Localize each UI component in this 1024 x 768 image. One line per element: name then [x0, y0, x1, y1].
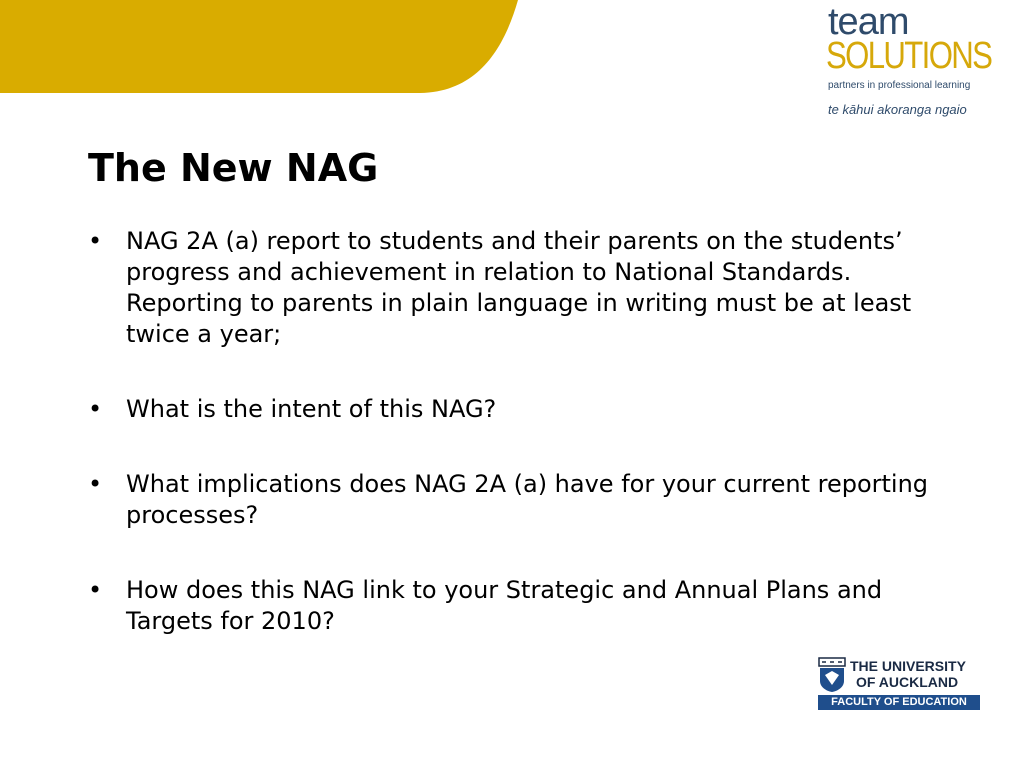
university-crest-icon	[818, 657, 846, 693]
logo-team-text: team	[828, 1, 909, 43]
logo-solutions-text: SOLUTIONS	[826, 35, 992, 77]
university-name-line2: OF AUCKLAND	[856, 674, 959, 690]
logo-maori-tagline: te kāhui akoranga ngaio	[828, 102, 967, 117]
slide-title: The New NAG	[88, 146, 379, 190]
logo-tagline: partners in professional learning	[828, 80, 971, 91]
bullet-list	[88, 226, 938, 681]
university-of-auckland-logo	[818, 657, 982, 711]
university-name-line1: THE UNIVERSITY	[850, 658, 966, 674]
bullet-item: • What implications does NAG 2A (a) have for your current reporting processes?	[88, 469, 938, 531]
faculty-banner: FACULTY OF EDUCATION	[818, 695, 980, 710]
university-name	[850, 658, 966, 690]
corner-decoration	[0, 0, 540, 100]
team-solutions-logo	[822, 1, 1002, 120]
bullet-item: • How does this NAG link to your Strategic and Annual Plans and Targets for 2010?	[88, 575, 938, 637]
bullet-item: • NAG 2A (a) report to students and their parents on the students’ progress and achievement in relation to National Standards. Reporting to parents in plain language in writing must be at least twice a year;	[88, 226, 938, 350]
bullet-item: • What is the intent of this NAG?	[88, 394, 938, 425]
